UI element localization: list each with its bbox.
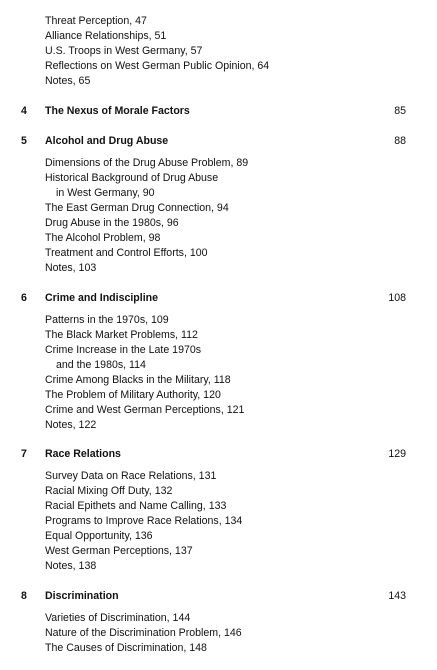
toc-entry: Programs to Improve Race Relations, 134 bbox=[45, 515, 243, 527]
chapter-number: 8 bbox=[21, 590, 27, 602]
chapter-page-number: 85 bbox=[394, 105, 406, 117]
toc-entry: Alliance Relationships, 51 bbox=[45, 30, 167, 42]
chapter-page-number: 143 bbox=[388, 590, 406, 602]
toc-entry: Notes, 122 bbox=[45, 419, 97, 431]
toc-entry: Notes, 138 bbox=[45, 560, 97, 572]
toc-entry: Dimensions of the Drug Abuse Problem, 89 bbox=[45, 157, 249, 169]
toc-entry: Historical Background of Drug Abuse bbox=[45, 172, 219, 184]
chapter-number: 7 bbox=[21, 448, 27, 460]
chapter-title: Discrimination bbox=[45, 590, 119, 602]
toc-entry: West German Perceptions, 137 bbox=[45, 545, 193, 557]
toc-entry: The East German Drug Connection, 94 bbox=[45, 202, 229, 214]
toc-entry: The Problem of Military Authority, 120 bbox=[45, 389, 221, 401]
toc-entry: Crime Among Blacks in the Military, 118 bbox=[45, 374, 231, 386]
chapter-page-number: 108 bbox=[388, 292, 406, 304]
toc-entry: Treatment and Control Efforts, 100 bbox=[45, 247, 208, 259]
toc-entry: Threat Perception, 47 bbox=[45, 15, 147, 27]
toc-entry: Racial Epithets and Name Calling, 133 bbox=[45, 500, 227, 512]
toc-entry: Notes, 103 bbox=[45, 262, 97, 274]
toc-entry: Nature of the Discrimination Problem, 146 bbox=[45, 627, 242, 639]
toc-entry: in West Germany, 90 bbox=[56, 187, 155, 199]
toc-entry: Crime Increase in the Late 1970s bbox=[45, 344, 202, 356]
toc-entry: The Alcohol Problem, 98 bbox=[45, 232, 161, 244]
chapter-title: Race Relations bbox=[45, 448, 121, 460]
chapter-title: Crime and Indiscipline bbox=[45, 292, 159, 304]
toc-entry: Drug Abuse in the 1980s, 96 bbox=[45, 217, 179, 229]
toc-entry: The Black Market Problems, 112 bbox=[45, 329, 198, 341]
toc-entry: Varieties of Discrimination, 144 bbox=[45, 612, 191, 624]
toc-entry: U.S. Troops in West Germany, 57 bbox=[45, 45, 203, 57]
toc-entry: Crime and West German Perceptions, 121 bbox=[45, 404, 245, 416]
toc-entry: and the 1980s, 114 bbox=[56, 359, 146, 371]
toc-entry: Reflections on West German Public Opinion, 64 bbox=[45, 60, 270, 72]
toc-entry: Racial Mixing Off Duty, 132 bbox=[45, 485, 173, 497]
toc-entry: Patterns in the 1970s, 109 bbox=[45, 314, 169, 326]
toc-entry: Notes, 65 bbox=[45, 75, 91, 87]
chapter-title: The Nexus of Morale Factors bbox=[45, 105, 190, 117]
toc-entry: The Causes of Discrimination, 148 bbox=[45, 642, 207, 654]
chapter-number: 4 bbox=[21, 105, 27, 117]
chapter-number: 6 bbox=[21, 292, 27, 304]
toc-entry: Equal Opportunity, 136 bbox=[45, 530, 153, 542]
chapter-page-number: 129 bbox=[388, 448, 406, 460]
toc-entry: Survey Data on Race Relations, 131 bbox=[45, 470, 217, 482]
chapter-page-number: 88 bbox=[394, 135, 406, 147]
chapter-title: Alcohol and Drug Abuse bbox=[45, 135, 169, 147]
chapter-number: 5 bbox=[21, 135, 27, 147]
